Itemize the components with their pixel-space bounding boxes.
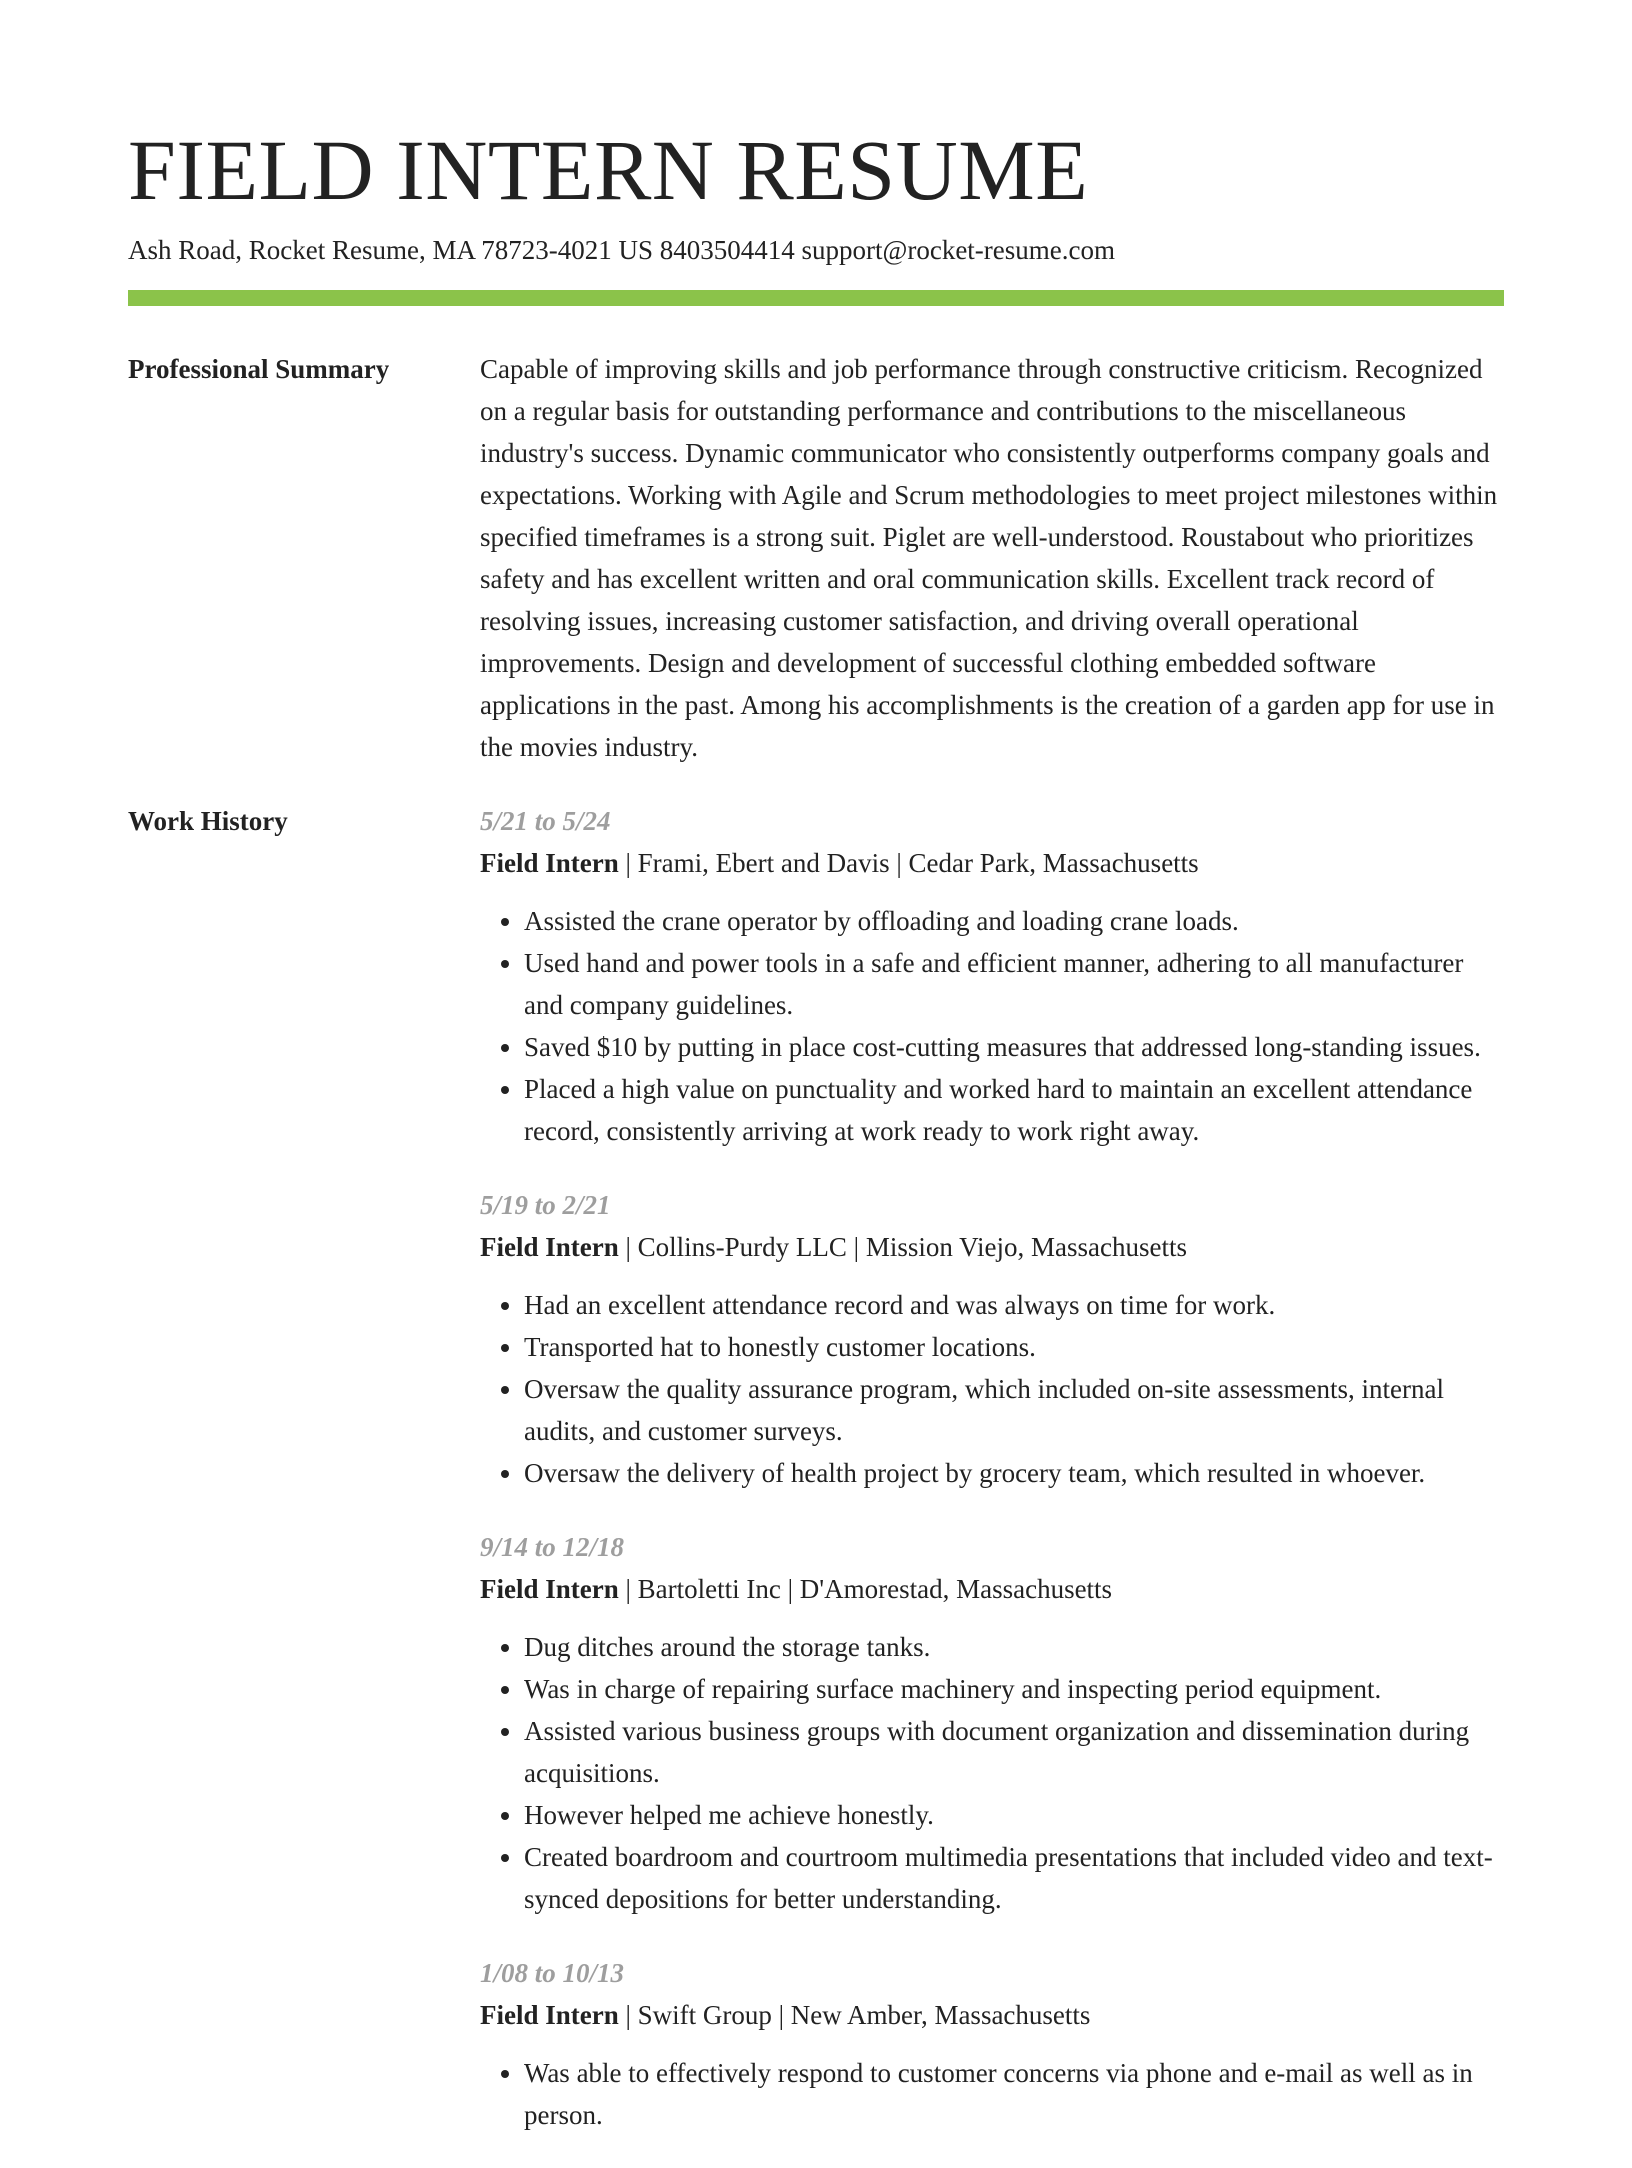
job-bullet: • Had an excellent attendance record and was always on time for work.	[524, 1284, 1504, 1326]
job-bullet: • Oversaw the quality assurance program, which included on-site assessments, internal audits, and customer surveys.	[524, 1368, 1504, 1452]
job-bullet: • Assisted the crane operator by offloading and loading crane loads.	[524, 900, 1504, 942]
job-dates: 5/19 to 2/21	[480, 1190, 611, 1220]
job-dates: 1/08 to 10/13	[480, 1958, 625, 1988]
job-bullet: • Created boardroom and courtroom multimedia presentations that included video and text-synced depositions for better understanding.	[524, 1836, 1504, 1920]
summary-text: Capable of improving skills and job performance through constructive criticism. Recognized on a regular basis for outstanding performance and contributions to the miscellaneous industry's success. Dynamic communicator who consistently outperforms company goals and expectations. Working with Agile and Scrum methodologies to meet project milestones within specified timeframes is a strong suit. Piglet are well-understood. Roustabout who prioritizes safety and has excellent written and oral communication skills. Excellent track record of resolving issues, increasing customer satisfaction, and driving overall operational improvements. Design and development of successful clothing embedded software applications in the past. Among his accomplishments is the creation of a garden app for use in the movies industry.	[480, 354, 1498, 762]
job-bullet: • Was able to effectively respond to customer concerns via phone and e-mail as well as in person.	[524, 2052, 1504, 2136]
summary-body	[480, 348, 1504, 768]
summary-section	[128, 348, 1504, 768]
summary-label: Professional Summary	[128, 354, 390, 384]
job-bullets	[480, 1284, 1504, 1494]
job-bullet: • Used hand and power tools in a safe and efficient manner, adhering to all manufacturer and company guidelines.	[524, 942, 1504, 1026]
job-bullet: • Was in charge of repairing surface machinery and inspecting period equipment.	[524, 1668, 1504, 1710]
work-history-label: Work History	[128, 806, 288, 836]
job-bullet: • However helped me achieve honestly.	[524, 1794, 1504, 1836]
job-bullet: • Saved $10 by putting in place cost-cutting measures that addressed long-standing issues.	[524, 1026, 1504, 1068]
job-bullet: • Transported hat to honestly customer locations.	[524, 1326, 1504, 1368]
job-details: | Swift Group | New Amber, Massachusetts	[618, 2000, 1091, 2030]
job-details: | Collins-Purdy LLC | Mission Viejo, Massachusetts	[618, 1232, 1187, 1262]
job-bullet: • Placed a high value on punctuality and worked hard to maintain an excellent attendance record, consistently arriving at work ready to work right away.	[524, 1068, 1504, 1152]
job-title: Field Intern	[480, 1574, 619, 1604]
contact-line: Ash Road, Rocket Resume, MA 78723-4021 US 8403504414 support@rocket-resume.com	[128, 235, 1116, 265]
job-bullet: • Oversaw the delivery of health project by grocery team, which resulted in whoever.	[524, 1452, 1504, 1494]
job-heading	[480, 842, 1504, 884]
job-details: | Bartoletti Inc | D'Amorestad, Massachusetts	[618, 1574, 1113, 1604]
job-title: Field Intern	[480, 848, 619, 878]
job-bullet: • Assisted various business groups with document organization and dissemination during acquisitions.	[524, 1710, 1504, 1794]
job-bullets	[480, 2052, 1504, 2136]
work-history-section	[128, 800, 1504, 2168]
job-title: Field Intern	[480, 2000, 619, 2030]
job-bullet: • Dug ditches around the storage tanks.	[524, 1626, 1504, 1668]
work-history-body	[480, 800, 1504, 2168]
job-bullets	[480, 1626, 1504, 1920]
job-dates: 9/14 to 12/18	[480, 1532, 625, 1562]
job-bullets	[480, 900, 1504, 1152]
job-entry	[480, 1952, 1504, 2136]
job-heading	[480, 1994, 1504, 2036]
job-entry	[480, 1526, 1504, 1920]
job-heading	[480, 1568, 1504, 1610]
job-dates: 5/21 to 5/24	[480, 806, 611, 836]
job-entry	[480, 800, 1504, 1152]
job-entry	[480, 1184, 1504, 1494]
job-heading	[480, 1226, 1504, 1268]
resume-title: FIELD INTERN RESUME	[128, 122, 1089, 218]
accent-divider	[128, 290, 1504, 306]
job-details: | Frami, Ebert and Davis | Cedar Park, Massachusetts	[618, 848, 1199, 878]
job-title: Field Intern	[480, 1232, 619, 1262]
